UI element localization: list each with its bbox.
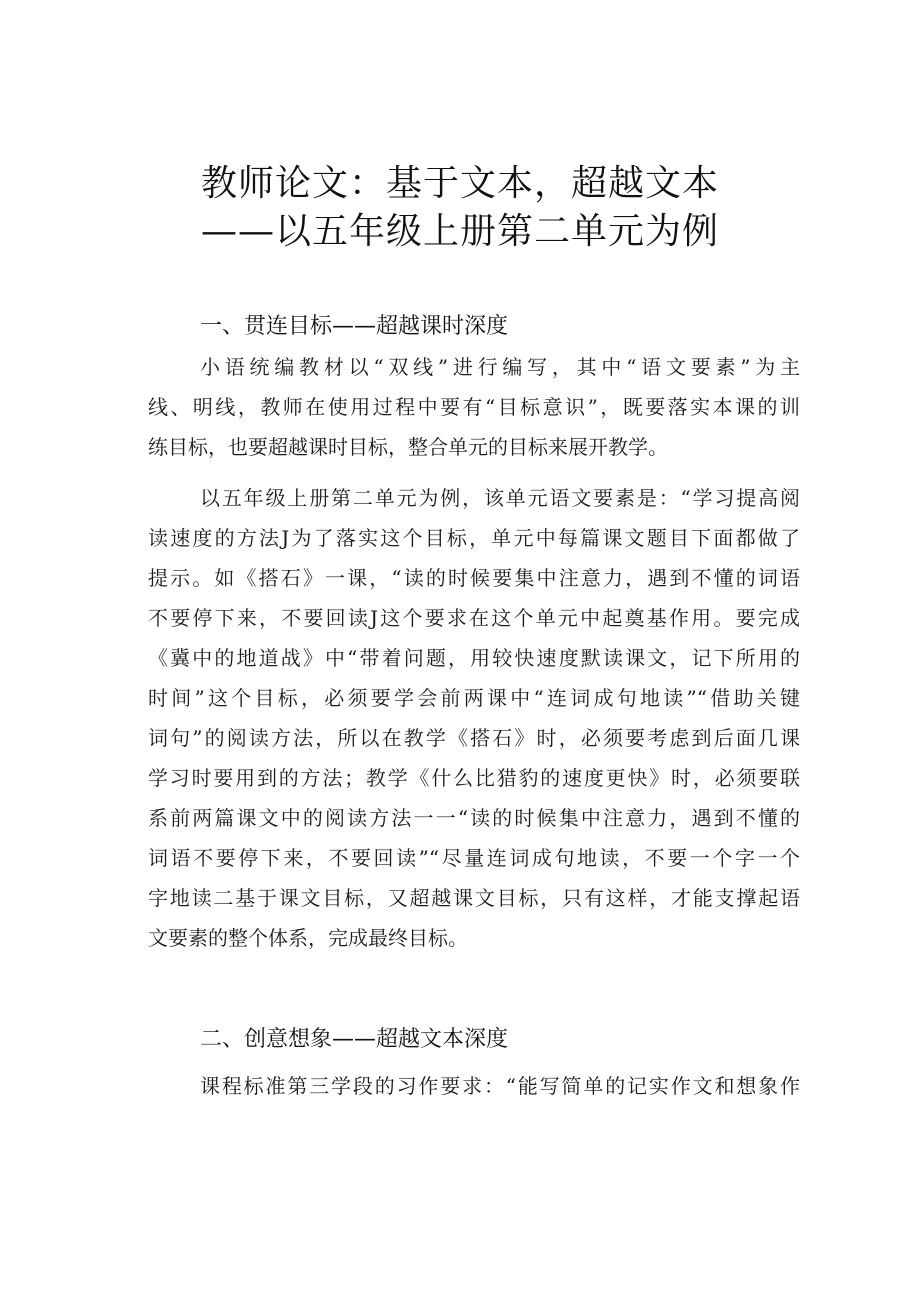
paragraph-line: 不要停下来，不要回读J这个要求在这个单元中起奠基作用。要完成 bbox=[148, 606, 800, 630]
paragraph-line: 文要素的整个体系，完成最终目标。 bbox=[148, 926, 468, 950]
section1-paragraph-1 bbox=[148, 347, 800, 467]
paragraph-line: 练目标，也要超越课时目标，整合单元的目标来展开教学。 bbox=[148, 435, 668, 459]
paragraph-line: 课程标准第三学段的习作要求：“能写简单的记实作文和想象作 bbox=[200, 1074, 800, 1098]
document-subtitle: ——以五年级上册第二单元为例 bbox=[200, 211, 719, 252]
paragraph-line: 小语统编教材以“双线”进行编写，其中“语文要素”为主 bbox=[200, 355, 800, 379]
paragraph-line: 系前两篇课文中的阅读方法一一“读的时候集中注意力，遇到不懂的 bbox=[148, 806, 800, 830]
section2-paragraph-1 bbox=[148, 1066, 800, 1106]
paragraph-line: 时间”这个目标，必须要学会前两课中“连词成句地读”“借助关键 bbox=[148, 686, 800, 710]
paragraph-line: 以五年级上册第二单元为例，该单元语文要素是：“学习提高阅 bbox=[200, 486, 800, 510]
section1-paragraph-2 bbox=[148, 478, 800, 958]
paragraph-line: 提示。如《搭石》一课，“读的时候要集中注意力，遇到不懂的词语 bbox=[148, 566, 800, 590]
paragraph-line: 《冀中的地道战》中“带着问题，用较快速度默读课文，记下所用的 bbox=[148, 646, 800, 670]
section-heading-2: 二、创意想象——超越文本深度 bbox=[200, 1027, 509, 1052]
section-heading-1: 一、贯连目标——超越课时深度 bbox=[200, 314, 509, 339]
paragraph-line: 字地读二基于课文目标，又超越课文目标，只有这样，才能支撑起语 bbox=[148, 886, 800, 910]
paragraph-line: 读速度的方法J为了落实这个目标，单元中每篇课文题目下面都做了 bbox=[148, 526, 800, 550]
paragraph-line: 学习时要用到的方法；教学《什么比猎豹的速度更快》时，必须要联 bbox=[148, 766, 800, 790]
document-title: 教师论文：基于文本，超越文本 bbox=[200, 163, 719, 204]
paragraph-line: 词语不要停下来，不要回读”“尽量连词成句地读，不要一个字一个 bbox=[148, 846, 800, 870]
paragraph-line: 线、明线，教师在使用过程中要有“目标意识”，既要落实本课的训 bbox=[148, 395, 800, 419]
paragraph-line: 词句”的阅读方法，所以在教学《搭石》时，必须要考虑到后面几课 bbox=[148, 726, 800, 750]
